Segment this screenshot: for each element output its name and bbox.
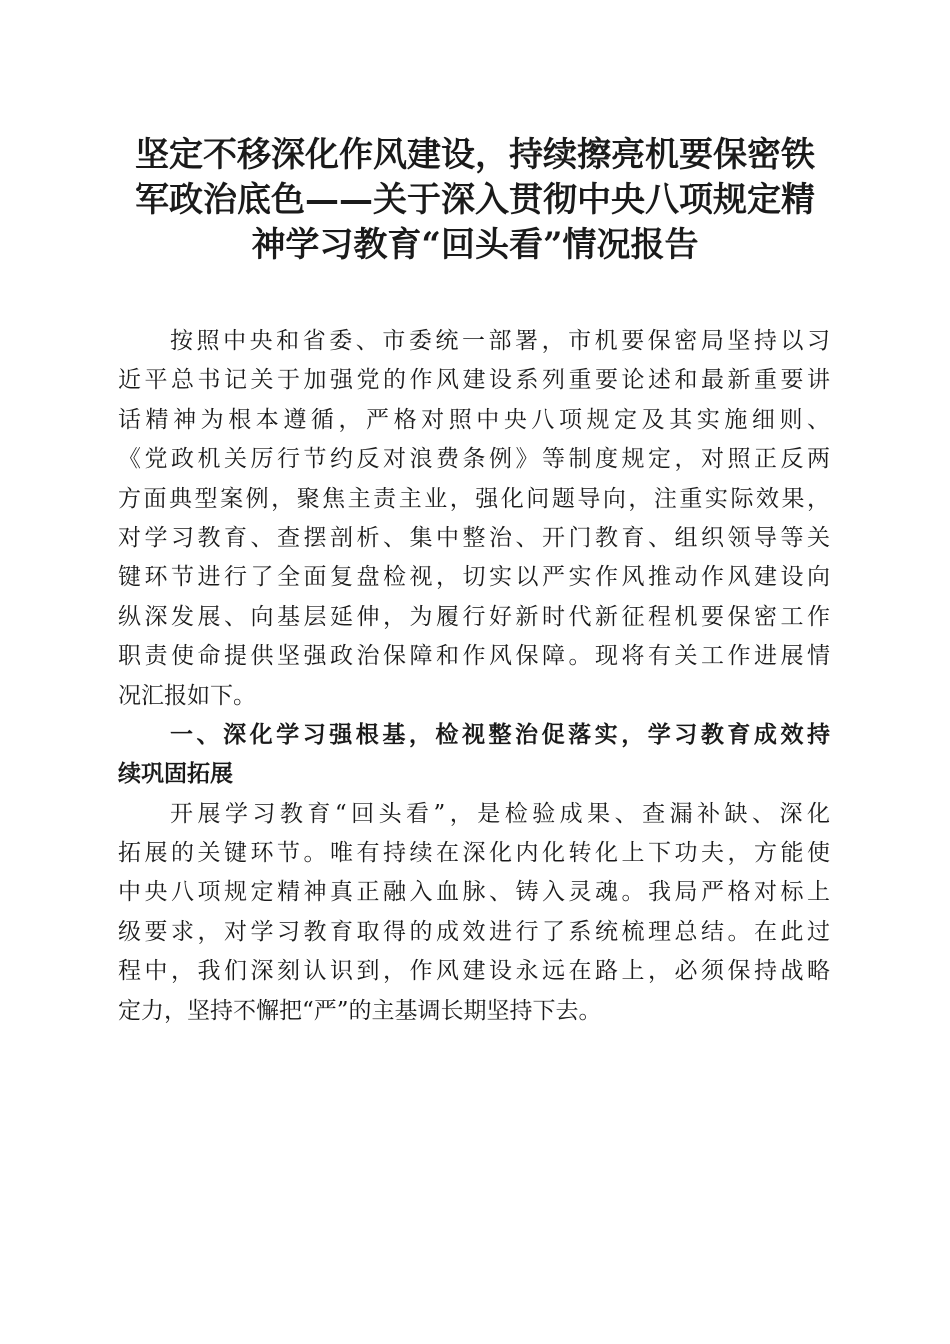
intro-paragraph bbox=[118, 322, 830, 716]
body-line: 近平总书记关于加强党的作风建设系列重要论述和最新重要讲 bbox=[118, 367, 830, 394]
document-body bbox=[118, 322, 830, 1031]
heading-line: 一、深化学习强根基，检视整治促落实，学习教育成效持 bbox=[170, 721, 830, 748]
title-line: 军政治底色——关于深入贯彻中央八项规定精 bbox=[135, 180, 815, 220]
body-line: 程中，我们深刻认识到，作风建设永远在路上，必须保持战略 bbox=[118, 958, 830, 985]
body-line: 话精神为根本遵循，严格对照中央八项规定及其实施细则、 bbox=[118, 406, 830, 433]
body-line: 拓展的关键环节。唯有持续在深化内化转化上下功夫，方能使 bbox=[118, 840, 830, 867]
body-line: 开展学习教育“回头看”，是检验成果、查漏补缺、深化 bbox=[170, 800, 830, 827]
body-line: 键环节进行了全面复盘检视，切实以严实作风推动作风建设向 bbox=[118, 564, 830, 591]
body-line: 职责使命提供坚强政治保障和作风保障。现将有关工作进展情 bbox=[118, 643, 830, 670]
body-line: 况汇报如下。 bbox=[118, 682, 256, 709]
section-heading bbox=[118, 716, 830, 795]
body-line: 对学习教育、查摆剖析、集中整治、开门教育、组织领导等关 bbox=[118, 524, 830, 551]
body-line: 定力，坚持不懈把“严”的主基调长期坚持下去。 bbox=[118, 997, 602, 1024]
title-line: 坚定不移深化作风建设，持续擦亮机要保密铁 bbox=[135, 135, 815, 175]
title-line: 神学习教育“回头看”情况报告 bbox=[251, 225, 699, 265]
body-line: 方面典型案例，聚焦主责主业，强化问题导向，注重实际效果， bbox=[118, 485, 830, 512]
body-line: 级要求，对学习教育取得的成效进行了系统梳理总结。在此过 bbox=[118, 918, 830, 945]
body-line: 按照中央和省委、市委统一部署，市机要保密局坚持以习 bbox=[170, 328, 830, 354]
section-paragraph bbox=[118, 795, 830, 1031]
body-line: 纵深发展、向基层延伸，为履行好新时代新征程机要保密工作 bbox=[118, 603, 830, 630]
heading-line: 续巩固拓展 bbox=[118, 761, 233, 788]
document-title bbox=[110, 133, 840, 268]
body-line: 中央八项规定精神真正融入血脉、铸入灵魂。我局严格对标上 bbox=[118, 879, 830, 906]
body-line: 《党政机关厉行节约反对浪费条例》等制度规定，对照正反两 bbox=[118, 446, 830, 473]
